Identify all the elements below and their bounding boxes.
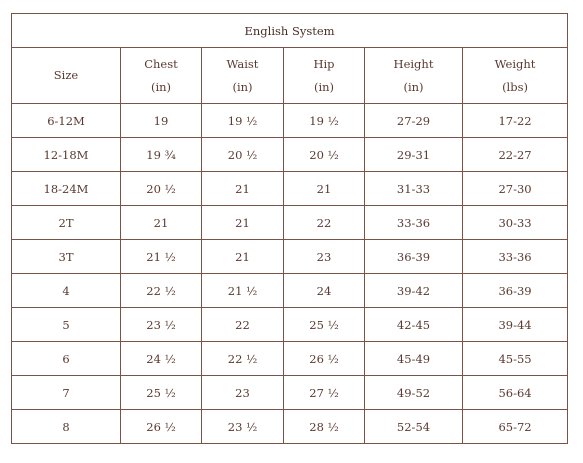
chest-cell: 23 ½ — [121, 308, 202, 342]
waist-cell: 21 ½ — [202, 274, 284, 308]
waist-cell: 22 ½ — [202, 342, 284, 376]
height-cell: 27-29 — [365, 104, 463, 138]
header-label: Chest — [144, 56, 178, 71]
hip-cell: 19 ½ — [284, 104, 365, 138]
chest-cell: 19 ¾ — [121, 138, 202, 172]
table-row — [12, 376, 568, 410]
header-label: Hip — [313, 56, 335, 71]
size-cell: 12-18M — [12, 138, 121, 172]
header-label: Size — [53, 68, 79, 82]
hip-cell: 23 — [284, 240, 365, 274]
header-hip — [284, 48, 365, 104]
height-cell: 36-39 — [365, 240, 463, 274]
hip-cell: 28 ½ — [284, 410, 365, 444]
waist-cell: 20 ½ — [202, 138, 284, 172]
size-cell: 3T — [12, 240, 121, 274]
waist-cell: 23 ½ — [202, 410, 284, 444]
header-row — [12, 48, 568, 104]
hip-cell: 22 — [284, 206, 365, 240]
weight-cell: 65-72 — [463, 410, 568, 444]
title-row — [12, 14, 568, 48]
waist-cell: 21 — [202, 240, 284, 274]
header-unit: (in) — [150, 79, 172, 94]
header-label: Height — [393, 56, 434, 71]
hip-cell: 21 — [284, 172, 365, 206]
height-cell: 29-31 — [365, 138, 463, 172]
table-row — [12, 274, 568, 308]
header-waist — [202, 48, 284, 104]
waist-cell: 22 — [202, 308, 284, 342]
header-unit: (in) — [232, 79, 253, 94]
height-cell: 42-45 — [365, 308, 463, 342]
weight-cell: 30-33 — [463, 206, 568, 240]
table-row — [12, 308, 568, 342]
header-label: Weight — [494, 56, 536, 71]
height-cell: 39-42 — [365, 274, 463, 308]
waist-cell: 21 — [202, 206, 284, 240]
chest-cell: 24 ½ — [121, 342, 202, 376]
header-weight — [463, 48, 568, 104]
chest-cell: 25 ½ — [121, 376, 202, 410]
size-cell: 6 — [12, 342, 121, 376]
chest-cell: 20 ½ — [121, 172, 202, 206]
table-row — [12, 410, 568, 444]
size-cell: 6-12M — [12, 104, 121, 138]
header-height — [365, 48, 463, 104]
chest-cell: 26 ½ — [121, 410, 202, 444]
header-chest — [121, 48, 202, 104]
weight-cell: 36-39 — [463, 274, 568, 308]
weight-cell: 22-27 — [463, 138, 568, 172]
header-unit: (lbs) — [502, 79, 528, 94]
size-cell: 5 — [12, 308, 121, 342]
hip-cell: 24 — [284, 274, 365, 308]
height-cell: 49-52 — [365, 376, 463, 410]
weight-cell: 39-44 — [463, 308, 568, 342]
size-chart — [11, 13, 568, 444]
table-row — [12, 104, 568, 138]
chest-cell: 21 ½ — [121, 240, 202, 274]
header-size — [12, 48, 121, 104]
table-row — [12, 138, 568, 172]
weight-cell: 45-55 — [463, 342, 568, 376]
size-table — [11, 13, 568, 444]
chest-cell: 19 — [121, 104, 202, 138]
weight-cell: 33-36 — [463, 240, 568, 274]
weight-cell: 17-22 — [463, 104, 568, 138]
chest-cell: 22 ½ — [121, 274, 202, 308]
size-cell: 7 — [12, 376, 121, 410]
height-cell: 33-36 — [365, 206, 463, 240]
chest-cell: 21 — [121, 206, 202, 240]
table-row — [12, 172, 568, 206]
weight-cell: 27-30 — [463, 172, 568, 206]
size-cell: 18-24M — [12, 172, 121, 206]
table-row — [12, 240, 568, 274]
hip-cell: 26 ½ — [284, 342, 365, 376]
size-cell: 4 — [12, 274, 121, 308]
weight-cell: 56-64 — [463, 376, 568, 410]
waist-cell: 21 — [202, 172, 284, 206]
height-cell: 52-54 — [365, 410, 463, 444]
table-title: English System — [12, 14, 568, 48]
waist-cell: 23 — [202, 376, 284, 410]
hip-cell: 27 ½ — [284, 376, 365, 410]
header-label: Waist — [226, 56, 259, 71]
size-cell: 2T — [12, 206, 121, 240]
hip-cell: 25 ½ — [284, 308, 365, 342]
height-cell: 45-49 — [365, 342, 463, 376]
hip-cell: 20 ½ — [284, 138, 365, 172]
height-cell: 31-33 — [365, 172, 463, 206]
table-row — [12, 342, 568, 376]
header-unit: (in) — [403, 79, 424, 94]
header-unit: (in) — [313, 79, 335, 94]
table-row — [12, 206, 568, 240]
waist-cell: 19 ½ — [202, 104, 284, 138]
size-cell: 8 — [12, 410, 121, 444]
